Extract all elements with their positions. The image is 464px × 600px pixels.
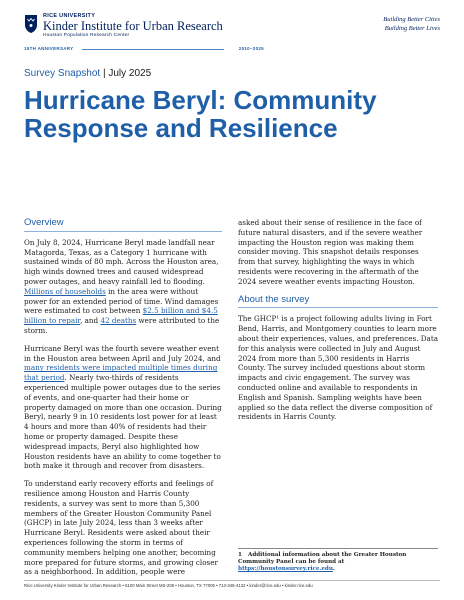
tagline-line-2: Building Better Lives xyxy=(384,24,440,32)
footer-rule xyxy=(24,580,440,581)
snapshot-separator: | xyxy=(100,68,109,79)
link-42-deaths[interactable]: 42 deaths xyxy=(100,316,137,326)
text-run: On July 8, 2024, Hurricane Beryl made landfall near Matagorda, Texas, as a Category 1 hurricane with sustained winds of 80 mph. Across the Houston area, high winds downed trees and caused widespread power outages, and heavy rainfall led to flooding. xyxy=(24,237,219,286)
text-run: . Nearly two-thirds of residents experienced multiple power outages due to the series of events, and one-quarter had their home or property damaged on more than one occasion. During Beryl, nearly 9 in 10 residents lost power for at least 4 hours and more than 40% of residents had their home or property damaged. Despite these widespread impacts, Beryl also highlighted how Houston residents have an ability to come together to both make it through and recover from disasters. xyxy=(24,373,222,471)
text-run: were attributed to the storm. xyxy=(24,316,220,335)
overview-paragraph-1 xyxy=(24,238,222,336)
anniversary-years: 2010–2025 xyxy=(238,46,264,51)
link-millions-of-households[interactable]: Millions of households xyxy=(24,286,106,296)
footnote-text: Additional information about the Greater Houston Community Panel can be found at xyxy=(238,552,407,566)
snapshot-date: July 2025 xyxy=(108,68,152,79)
left-column xyxy=(24,218,222,585)
snapshot-label: Survey Snapshot xyxy=(24,68,101,79)
anniversary-label: 15TH ANNIVERSARY xyxy=(24,46,74,51)
overview-paragraph-3: To understand early recovery efforts and feelings of resilience among Houston and Harris County residents, a survey was sent to more than 5,300 members of the Greater Houston Community Panel (GHCP) in late July 2024, less than 3 weeks after Hurricane Beryl. Residents were asked about their experiences following the storm in terms of community members helping one another, becoming more prepared for future storms, and growing closer as a neighborhood. In addition, people were xyxy=(24,479,218,577)
right-column xyxy=(238,218,438,430)
page-footer: Rice University Kinder Institute for Urban Research • 6100 Main Street MS-208 • Houston, TX 77005 • 713-348-4132 • kinder@rice.edu • kinder.rice.edu xyxy=(24,583,313,588)
university-name: RICE UNIVERSITY xyxy=(43,13,96,19)
link-wind-damage-cost[interactable]: $2.5 billion and $4.5 billion to repair xyxy=(24,306,218,326)
anniversary-rule xyxy=(82,49,224,50)
footnote xyxy=(238,548,438,574)
institute-name: Kinder Institute for Urban Research xyxy=(43,19,223,33)
link-residents-impacted-multiple-times[interactable]: many residents were impacted multiple times during that period xyxy=(24,363,218,383)
text-run: in the area were without power for an extended period of time. Wind damages were estimated to cost between xyxy=(24,286,219,316)
page-header xyxy=(24,12,440,60)
overview-heading: Overview xyxy=(24,218,222,232)
overview-paragraph-continued: asked about their sense of resilience in the face of future natural disasters, and if the severe weather impacting the Houston region was making them consider moving. This snapshot details responses from that survey, highlighting the ways in which residents were recovering in the aftermath of the 2024 severe weather events impacting Houston. xyxy=(238,218,423,286)
research-center-name: Houston Population Research Center xyxy=(43,33,130,38)
text-run: , and xyxy=(80,316,101,326)
tagline-line-1: Building Better Cities xyxy=(383,16,440,23)
footnote-number: 1 xyxy=(238,552,242,558)
page-title: Hurricane Beryl: Community Response and Resilience xyxy=(24,85,377,143)
text-run: Hurricane Beryl was the fourth severe weather event in the Houston area between April and July 2024, and xyxy=(24,343,221,363)
overview-paragraph-2 xyxy=(24,344,222,471)
footnote-link[interactable]: https://houstonsurvey.rice.edu xyxy=(238,566,333,573)
footnote-end: . xyxy=(332,566,335,573)
snapshot-line xyxy=(24,68,151,79)
rice-shield-icon xyxy=(24,14,38,34)
about-survey-paragraph: The GHCP¹ is a project following adults living in Fort Bend, Harris, and Montgomery counties to learn more about their experiences, values, and preferences. Data for this analysis were collected in July and August 2024 from more than 5,300 residents in Harris County. The survey included questions about storm impacts and civic engagement. The survey was conducted online and available to respondents in English and Spanish. Sampling weights have been applied so the data reflect the diverse composition of residents in Harris County. xyxy=(238,314,438,422)
about-survey-heading: About the survey xyxy=(238,295,438,309)
tagline xyxy=(383,16,440,33)
anniversary-banner xyxy=(24,46,264,54)
